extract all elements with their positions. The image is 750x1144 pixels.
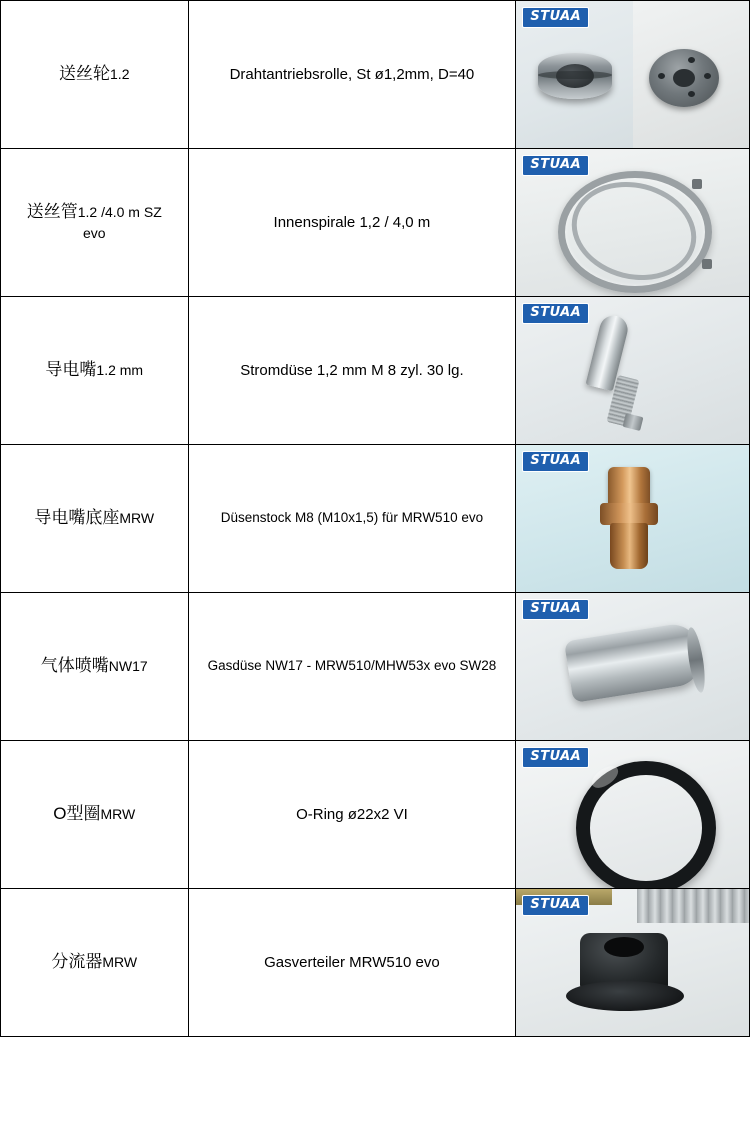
chinese-name-sub: 1.2 /4.0 m SZ bbox=[77, 203, 162, 220]
german-description-cell: Innenspirale 1,2 / 4,0 m bbox=[188, 149, 516, 297]
chinese-name-cell bbox=[1, 889, 189, 1037]
gas-distributor-photo bbox=[516, 889, 749, 1036]
chinese-name-sub: NW17 bbox=[108, 658, 148, 675]
chinese-name-main: 送丝轮 bbox=[59, 64, 111, 84]
product-image-cell bbox=[516, 593, 750, 741]
chinese-name-cell bbox=[1, 445, 189, 593]
stuaa-logo: STUAA bbox=[522, 155, 589, 176]
chinese-name-sub: MRW bbox=[102, 954, 138, 971]
chinese-name-sub: MRW bbox=[119, 510, 155, 527]
table-row bbox=[1, 741, 750, 889]
german-description-cell: Düsenstock M8 (M10x1,5) für MRW510 evo bbox=[188, 445, 516, 593]
chinese-name-cell bbox=[1, 593, 189, 741]
chinese-name-sub: MRW bbox=[100, 806, 136, 823]
wire-drive-roller-photo bbox=[516, 1, 749, 148]
stuaa-logo: STUAA bbox=[522, 599, 589, 620]
table-row bbox=[1, 889, 750, 1037]
table-row bbox=[1, 593, 750, 741]
chinese-name-sub: 1.2 bbox=[110, 66, 130, 83]
table-row bbox=[1, 445, 750, 593]
chinese-name-main: 导电嘴 bbox=[45, 360, 97, 380]
product-image-cell bbox=[516, 445, 750, 593]
table-row bbox=[1, 297, 750, 445]
product-image-cell bbox=[516, 889, 750, 1037]
chinese-name-cell bbox=[1, 1, 189, 149]
german-description-cell: Drahtantriebsrolle, St ø1,2mm, D=40 bbox=[188, 1, 516, 149]
german-description-cell: Stromdüse 1,2 mm M 8 zyl. 30 lg. bbox=[188, 297, 516, 445]
product-image-cell bbox=[516, 149, 750, 297]
german-description-cell: Gasverteiler MRW510 evo bbox=[188, 889, 516, 1037]
o-ring-photo bbox=[516, 741, 749, 888]
german-description-cell: O-Ring ø22x2 VI bbox=[188, 741, 516, 889]
chinese-name-main: O型圈 bbox=[53, 804, 101, 824]
contact-tip-photo bbox=[516, 297, 749, 444]
chinese-name-sub2: evo bbox=[82, 224, 106, 241]
wire-liner-coil-photo bbox=[516, 149, 749, 296]
stuaa-logo: STUAA bbox=[522, 895, 589, 916]
table-row bbox=[1, 1, 750, 149]
product-image-cell bbox=[516, 1, 750, 149]
product-image-cell bbox=[516, 297, 750, 445]
chinese-name-main: 导电嘴底座 bbox=[34, 508, 120, 528]
german-description-cell: Gasdüse NW17 - MRW510/MHW53x evo SW28 bbox=[188, 593, 516, 741]
gas-nozzle-photo bbox=[516, 593, 749, 740]
chinese-name-cell bbox=[1, 297, 189, 445]
chinese-name-cell bbox=[1, 149, 189, 297]
tip-holder-photo bbox=[516, 445, 749, 592]
stuaa-logo: STUAA bbox=[522, 747, 589, 768]
table-row bbox=[1, 149, 750, 297]
chinese-name-main: 送丝管 bbox=[26, 201, 78, 221]
chinese-name-main: 气体喷嘴 bbox=[40, 656, 109, 676]
product-image-cell bbox=[516, 741, 750, 889]
chinese-name-sub: 1.2 mm bbox=[96, 362, 144, 379]
stuaa-logo: STUAA bbox=[522, 303, 589, 324]
stuaa-logo: STUAA bbox=[522, 7, 589, 28]
chinese-name-main: 分流器 bbox=[51, 952, 103, 972]
chinese-name-cell bbox=[1, 741, 189, 889]
stuaa-logo: STUAA bbox=[522, 451, 589, 472]
